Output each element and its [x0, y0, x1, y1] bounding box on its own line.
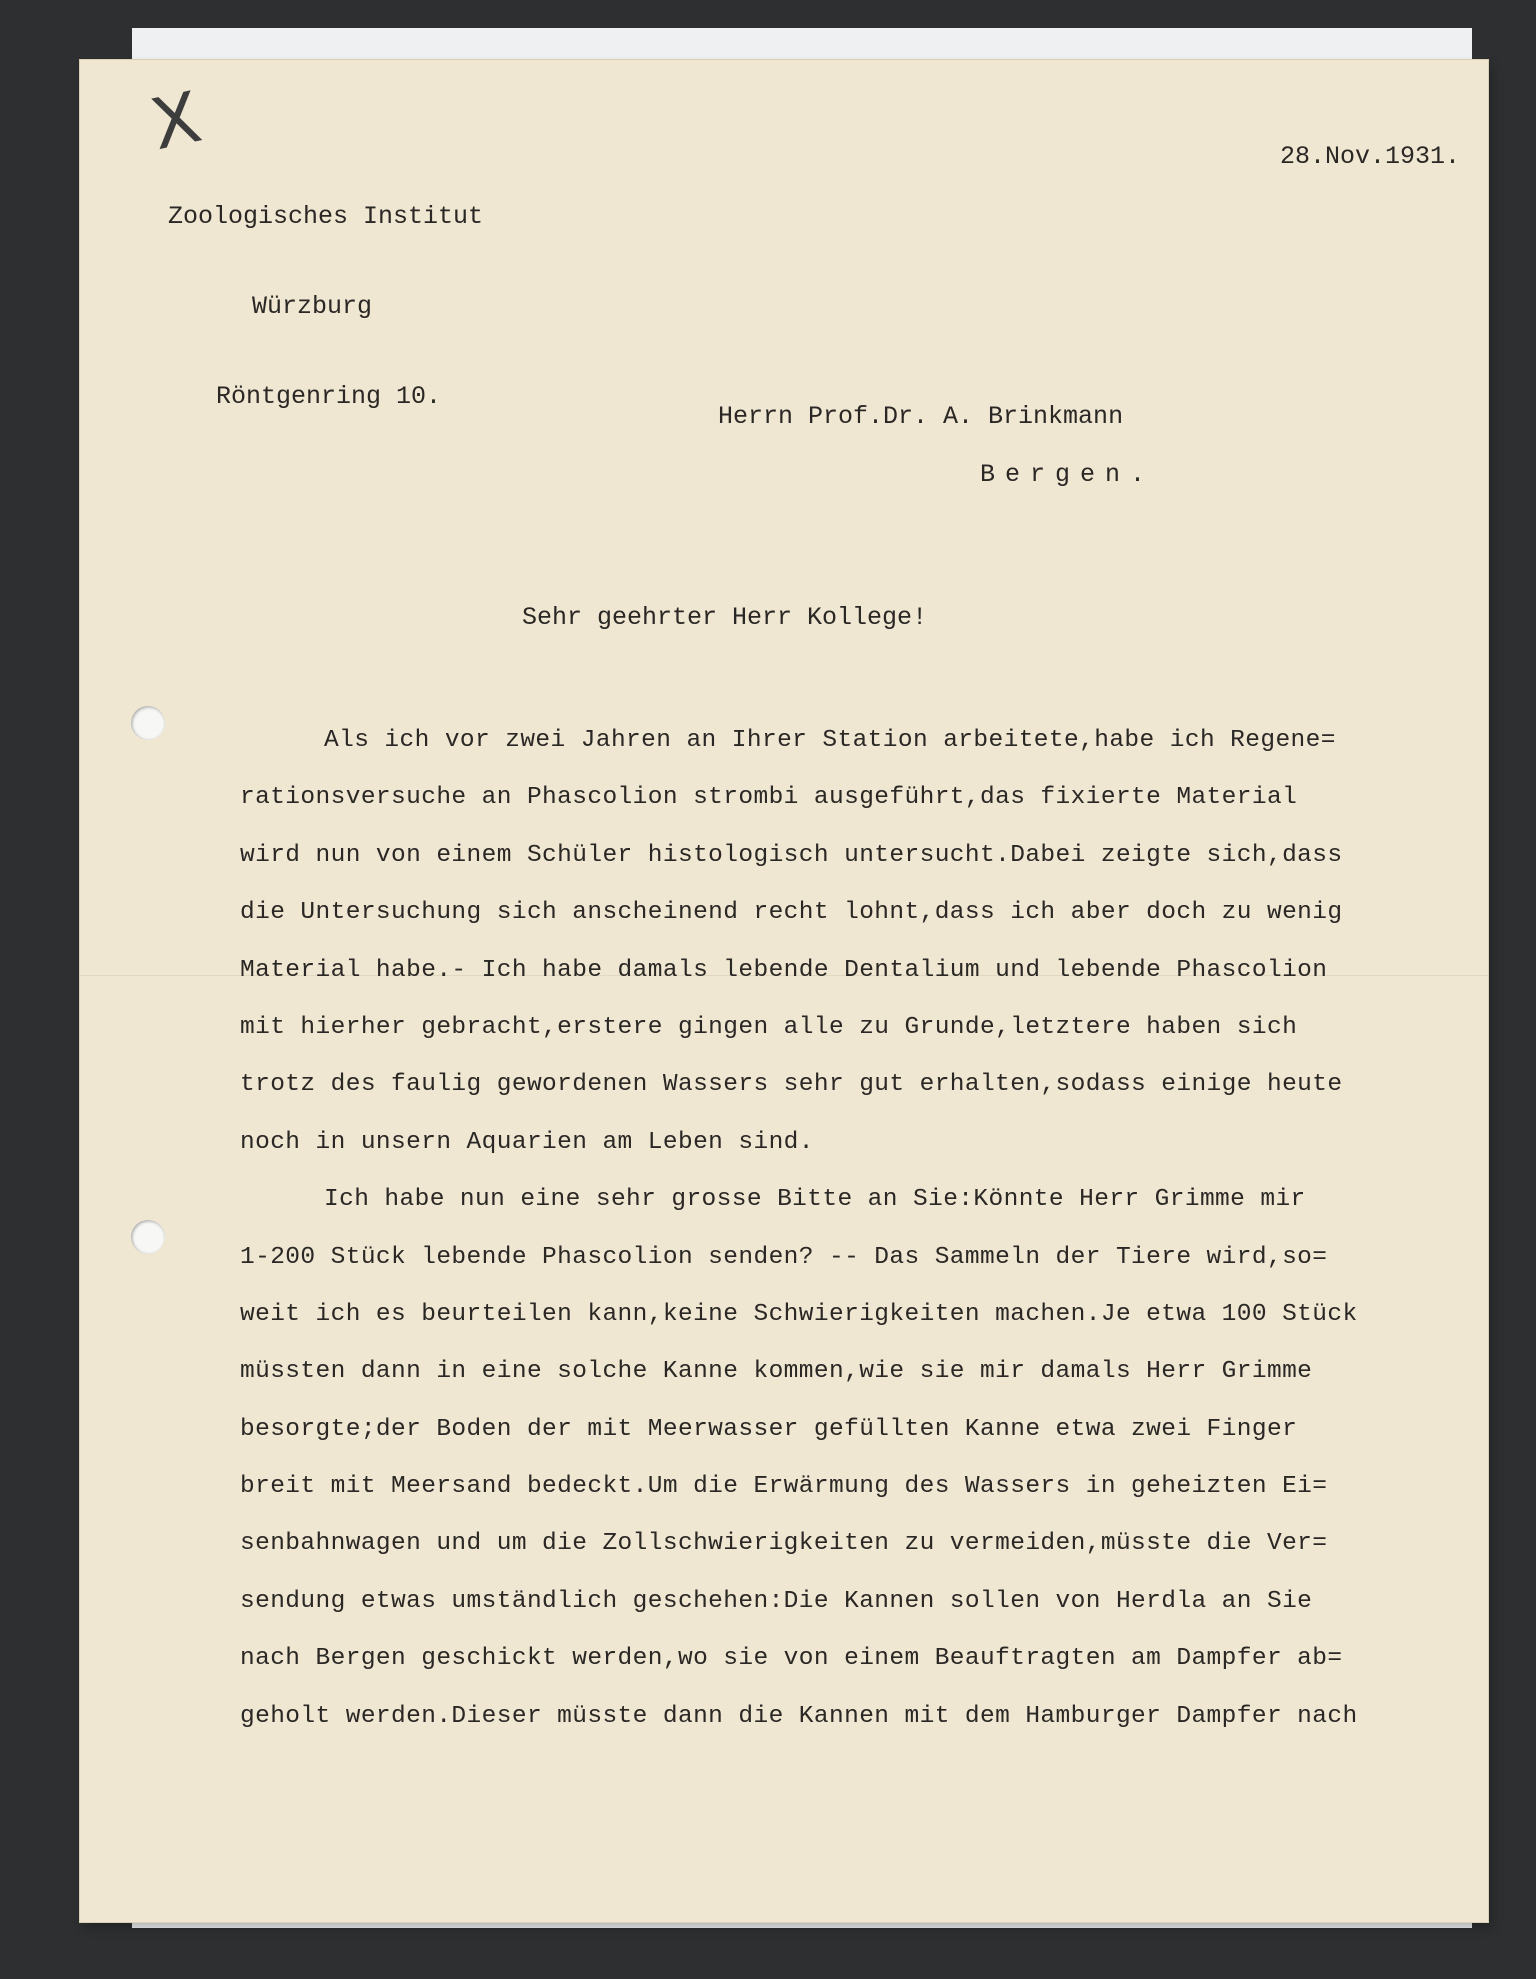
body-line: 1-200 Stück lebende Phascolion senden? -- Das Sammeln der Tiere wird,so=	[240, 1243, 1328, 1271]
body-line: Material habe.- Ich habe damals lebende Dentalium und lebende Phascolion	[240, 956, 1328, 984]
sender-street: Röntgenring 10.	[216, 382, 442, 411]
body-line: trotz des faulig gewordenen Wassers sehr gut erhalten,sodass einige heute	[240, 1071, 1343, 1099]
body-line: wird nun von einem Schüler histologisch untersucht.Dabei zeigte sich,dass	[240, 841, 1343, 869]
sender-institute: Zoologisches Institut	[168, 202, 484, 231]
punch-hole-top	[131, 706, 165, 740]
body-line: weit ich es beurteilen kann,keine Schwierigkeiten machen.Je etwa 100 Stück	[240, 1300, 1358, 1328]
body-line: besorgte;der Boden der mit Meerwasser gefüllten Kanne etwa zwei Finger	[240, 1415, 1298, 1443]
body-line: nach Bergen geschickt werden,wo sie von einem Beauftragten am Dampfer ab=	[240, 1645, 1343, 1673]
letter-date: 28.Nov.1931.	[1280, 142, 1461, 171]
sender-city: Würzburg	[252, 292, 373, 321]
body-line: mit hierher gebracht,erstere gingen alle zu Grunde,letztere haben sich	[240, 1013, 1298, 1041]
punch-hole-bottom	[131, 1220, 165, 1254]
body-line: sendung etwas umständlich geschehen:Die Kannen sollen von Herdla an Sie	[240, 1587, 1313, 1615]
recipient-city: Bergen.	[980, 460, 1156, 489]
body-line: rationsversuche an Phascolion strombi ausgeführt,das fixierte Material	[240, 784, 1298, 812]
body-line: die Untersuchung sich anscheinend recht lohnt,dass ich aber doch zu wenig	[240, 899, 1343, 927]
recipient-name: Herrn Prof.Dr. A. Brinkmann	[718, 402, 1124, 431]
salutation: Sehr geehrter Herr Kollege!	[522, 603, 928, 632]
letter-body	[240, 712, 1480, 1745]
body-line: müssten dann in eine solche Kanne kommen,wie sie mir damals Herr Grimme	[240, 1358, 1313, 1386]
body-line: geholt werden.Dieser müsste dann die Kannen mit dem Hamburger Dampfer nach	[240, 1702, 1358, 1730]
body-line: senbahnwagen und um die Zollschwierigkeiten zu vermeiden,müsste die Ver=	[240, 1530, 1328, 1558]
body-line: noch in unsern Aquarien am Leben sind.	[240, 1128, 814, 1156]
body-line: breit mit Meersand bedeckt.Um die Erwärmung des Wassers in geheizten Ei=	[240, 1473, 1328, 1501]
pencil-x-mark: X	[143, 75, 208, 167]
body-line: Als ich vor zwei Jahren an Ihrer Station arbeitete,habe ich Regene=	[324, 727, 1336, 754]
sender-address	[168, 142, 483, 442]
body-line: Ich habe nun eine sehr grosse Bitte an Sie:Könnte Herr Grimme mir	[324, 1186, 1306, 1214]
